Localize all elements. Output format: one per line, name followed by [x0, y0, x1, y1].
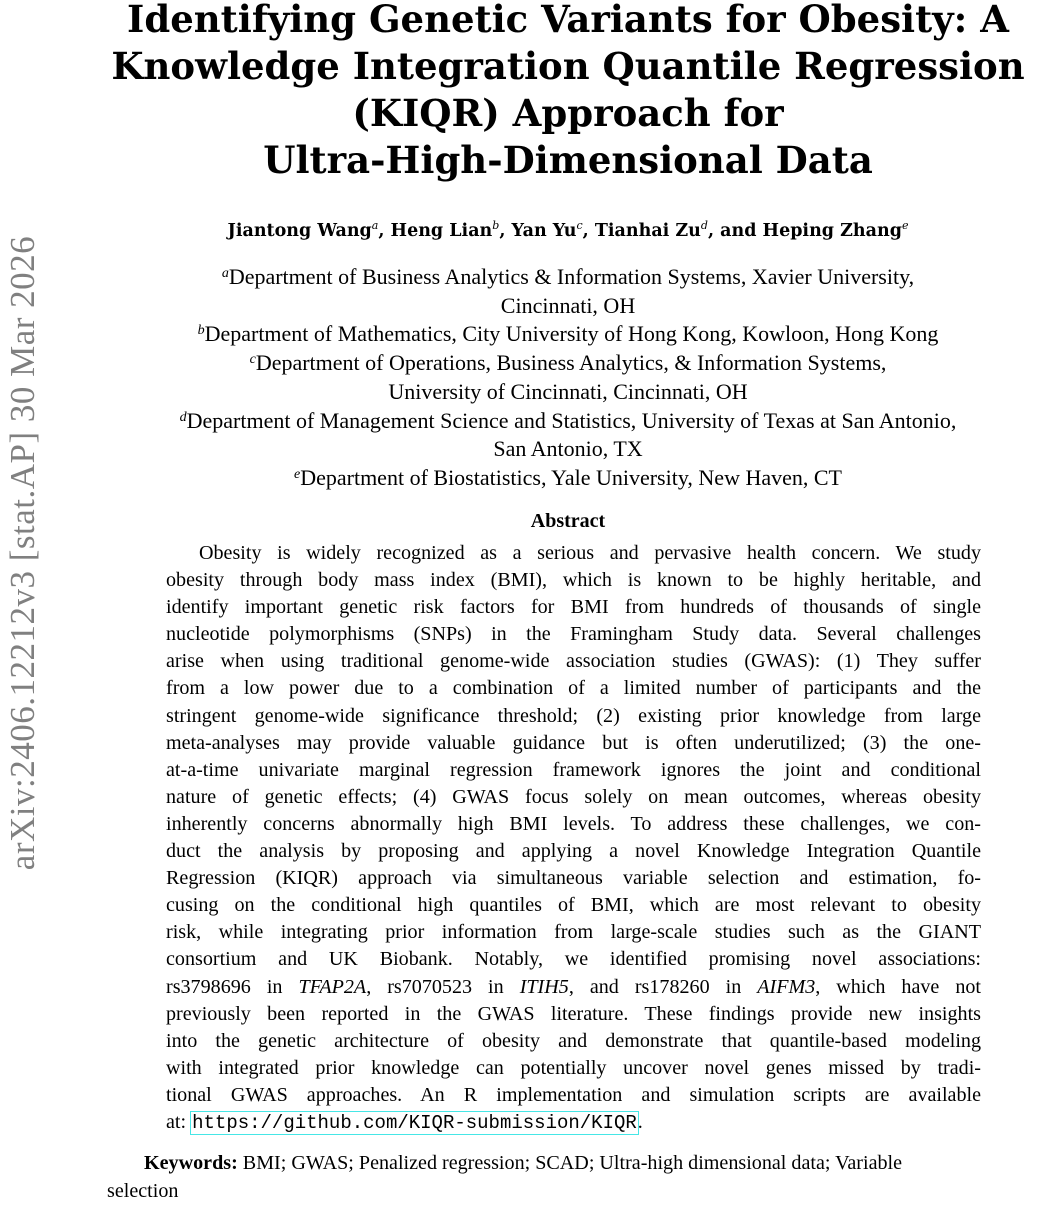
abstract-line: nucleotide polymorphisms (SNPs) in the Framingham Study data. Several challenges	[166, 621, 981, 648]
affiliation-marker: c	[577, 219, 583, 232]
affiliation: $^b$Department of Mathematics, City University of Hong Kong, Kowloon, Hong Kong	[100, 320, 1036, 349]
keywords-list: BMI; GWAS; Penalized regression; SCAD; Ultra-high dimensional data; Variable	[238, 1152, 902, 1174]
arxiv-identifier-text: arXiv:2406.12212v3 [stat.AP] 30 Mar 2026	[3, 235, 43, 869]
author-name: Heping Zhang	[763, 221, 902, 241]
keywords-label: Keywords:	[144, 1152, 238, 1174]
affiliation-marker: e	[902, 219, 909, 232]
github-repository-link[interactable]: https://github.com/KIQR-submission/KIQR	[191, 1112, 638, 1134]
abstract-line: tional GWAS approaches. An R implementation and simulation scripts are available	[166, 1082, 981, 1109]
affiliation-marker: b	[198, 323, 205, 338]
author-name: Yan Yu	[512, 221, 577, 241]
affiliation-list	[100, 263, 1036, 493]
title-line: (KIQR) Approach for	[100, 90, 1036, 137]
affiliation-marker: b	[492, 219, 499, 232]
paper-title	[100, 0, 1036, 184]
title-line: Identifying Genetic Variants for Obesity: A	[100, 0, 1036, 43]
abstract-line: meta-analyses may provide valuable guidance but is often underutilized; (3) the one-	[166, 730, 981, 757]
abstract-line: nature of genetic effects; (4) GWAS focus solely on mean outcomes, whereas obesity	[166, 784, 981, 811]
abstract-line: obesity through body mass index (BMI), which is known to be highly heritable, and	[166, 567, 981, 594]
affiliation-continuation: San Antonio, TX	[100, 435, 1036, 464]
abstract-line: consortium and UK Biobank. Notably, we identified promising novel associations:	[166, 946, 981, 973]
abstract-line: inherently concerns abnormally high BMI levels. To address these challenges, we con-	[166, 811, 981, 838]
title-line: Ultra-High-Dimensional Data	[100, 137, 1036, 184]
abstract-line: Obesity is widely recognized as a serious and pervasive health concern. We study	[166, 540, 981, 567]
affiliation: $^c$Department of Operations, Business Analytics, & Information Systems,	[100, 349, 1036, 378]
affiliation: $^d$Department of Management Science and Statistics, University of Texas at San Antonio,	[100, 407, 1036, 436]
abstract-line: identify important genetic risk factors for BMI from hundreds of thousands of single	[166, 594, 981, 621]
abstract-heading: Abstract	[100, 508, 1036, 534]
keywords-line	[107, 1150, 1039, 1178]
abstract-line: at-a-time univariate marginal regression framework ignores the joint and conditional	[166, 757, 981, 784]
author-name: Tianhai Zu	[595, 221, 701, 241]
affiliation-marker: a	[372, 219, 379, 232]
abstract-line: risk, while integrating prior information from large-scale studies such as the GIANT	[166, 919, 981, 946]
author-separator: , and	[708, 221, 763, 241]
gene-name: AIFM3	[757, 976, 815, 998]
author-separator: ,	[378, 221, 390, 241]
abstract-line: into the genetic architecture of obesity and demonstrate that quantile-based modeling	[166, 1028, 981, 1055]
abstract-line: with integrated prior knowledge can potentially uncover novel genes missed by tradi-	[166, 1055, 981, 1082]
author-name: Heng Lian	[391, 221, 493, 241]
affiliation-marker: a	[222, 266, 229, 281]
affiliation: $^e$Department of Biostatistics, Yale University, New Haven, CT	[100, 464, 1036, 493]
abstract-line: Regression (KIQR) approach via simultaneous variable selection and estimation, fo-	[166, 865, 981, 892]
arxiv-identifier-stamp	[0, 190, 46, 915]
affiliation-marker: e	[294, 467, 300, 482]
abstract-line: stringent genome-wide significance threshold; (2) existing prior knowledge from large	[166, 703, 981, 730]
affiliation-marker: d	[701, 219, 708, 232]
abstract-body	[166, 540, 981, 1137]
affiliation-continuation: Cincinnati, OH	[100, 292, 1036, 321]
gene-name: TFAP2A	[298, 976, 366, 998]
abstract-line: duct the analysis by proposing and applying a novel Knowledge Integration Quantile	[166, 838, 981, 865]
abstract-link-line: at: https://github.com/KIQR-submission/KIQR.	[166, 1109, 981, 1137]
abstract-line: previously been reported in the GWAS literature. These findings provide new insights	[166, 1001, 981, 1028]
abstract-line: cusing on the conditional high quantiles of BMI, which are most relevant to obesity	[166, 892, 981, 919]
abstract-snp-line: rs3798696 in TFAP2A, rs7070523 in ITIH5, and rs178260 in AIFM3, which have not	[166, 974, 981, 1001]
gene-name: ITIH5	[520, 976, 569, 998]
author-list	[100, 218, 1036, 244]
author-separator: ,	[583, 221, 595, 241]
keywords-section	[107, 1150, 1039, 1205]
author-name: Jiantong Wang	[228, 221, 372, 241]
keywords-continuation: selection	[107, 1178, 1039, 1205]
affiliation: $^a$Department of Business Analytics & Information Systems, Xavier University,	[100, 263, 1036, 292]
affiliation-marker: d	[180, 410, 187, 425]
affiliation-marker: c	[250, 352, 256, 367]
abstract-line: from a low power due to a combination of a limited number of participants and the	[166, 675, 981, 702]
abstract-line: arise when using traditional genome-wide association studies (GWAS): (1) They suffer	[166, 648, 981, 675]
affiliation-continuation: University of Cincinnati, Cincinnati, OH	[100, 378, 1036, 407]
author-separator: ,	[499, 221, 511, 241]
title-line: Knowledge Integration Quantile Regression	[100, 43, 1036, 90]
